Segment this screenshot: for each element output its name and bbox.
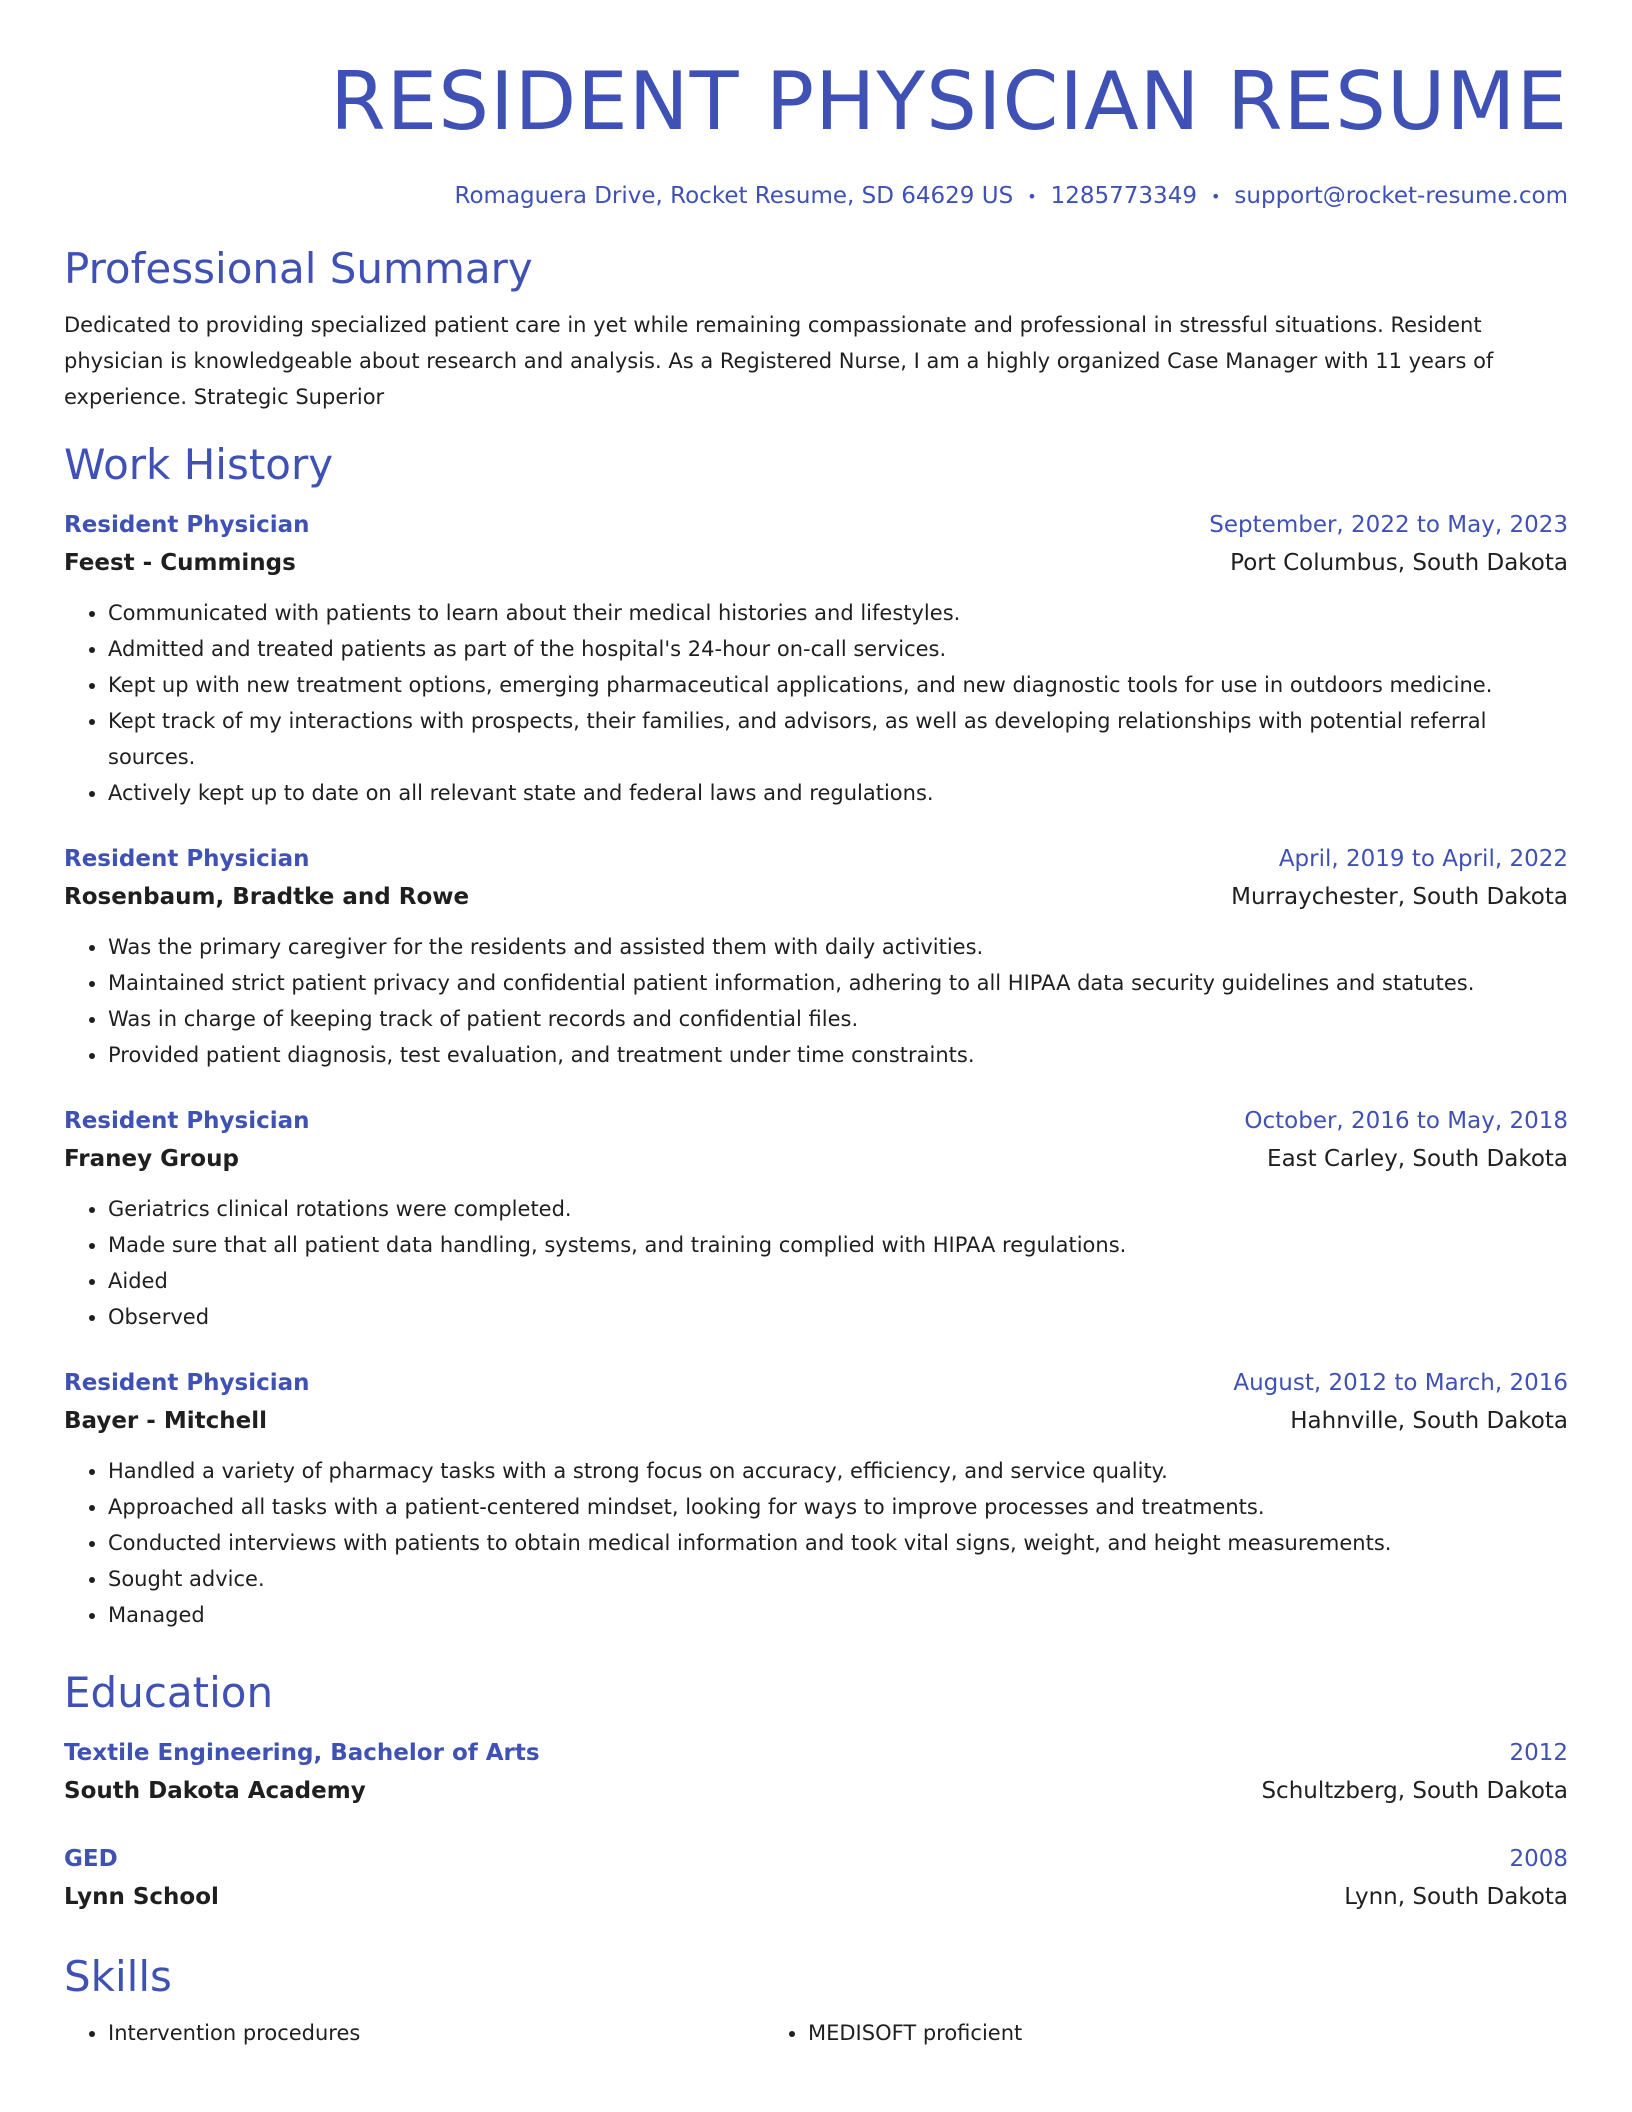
list-item: • Approached all tasks with a patient-centered mindset, looking for ways to improve processes and treatments. bbox=[108, 1489, 1568, 1525]
job-location: Port Columbus, South Dakota bbox=[1230, 549, 1568, 576]
skills-list-left bbox=[64, 2015, 764, 2051]
contact-separator: • bbox=[1027, 186, 1037, 206]
job-bullets bbox=[64, 1191, 1568, 1335]
list-item: • Provided patient diagnosis, test evaluation, and treatment under time constraints. bbox=[108, 1037, 1568, 1073]
skill-item: • MEDISOFT proficient bbox=[808, 2015, 1464, 2051]
job-entry bbox=[64, 841, 1568, 1073]
job-bullets bbox=[64, 929, 1568, 1073]
list-item: • Kept up with new treatment options, emerging pharmaceutical applications, and new diagnostic tools for use in outdoors medicine. bbox=[108, 667, 1568, 703]
job-role: Resident Physician bbox=[64, 1107, 310, 1134]
job-entry bbox=[64, 1103, 1568, 1335]
list-item: • Made sure that all patient data handling, systems, and training complied with HIPAA regulations. bbox=[108, 1227, 1568, 1263]
resume-header bbox=[64, 0, 1568, 213]
job-dates: September, 2022 to May, 2023 bbox=[1209, 511, 1568, 538]
list-item: • Admitted and treated patients as part of the hospital's 24-hour on-call services. bbox=[108, 631, 1568, 667]
summary-heading: Professional Summary bbox=[64, 243, 533, 293]
list-item: • Kept track of my interactions with prospects, their families, and advisors, as well as developing relationships with potential referral sources. bbox=[108, 703, 1568, 775]
contact-address: Romaguera Drive, Rocket Resume, SD 64629 US bbox=[454, 183, 1014, 209]
job-location: East Carley, South Dakota bbox=[1267, 1145, 1568, 1172]
job-dates: August, 2012 to March, 2016 bbox=[1233, 1369, 1568, 1396]
education-school: South Dakota Academy bbox=[64, 1777, 366, 1804]
education-entry bbox=[64, 1735, 1568, 1811]
summary-text: Dedicated to providing specialized patient care in yet while remaining compassionate and professional in stressful situations. Resident physician is knowledgeable about research and analysis. As a Registered Nurse, I am a highly organized Case Manager with 11 years of experience. Strategic Superior bbox=[64, 312, 1494, 409]
job-entry bbox=[64, 507, 1568, 811]
page-title: RESIDENT PHYSICIAN RESUME bbox=[330, 55, 1568, 148]
list-item: • Maintained strict patient privacy and confidential patient information, adhering to all HIPAA data security guidelines and statutes. bbox=[108, 965, 1568, 1001]
education-location: Schultzberg, South Dakota bbox=[1261, 1777, 1568, 1804]
contact-separator: • bbox=[1210, 186, 1221, 206]
education-year: 2008 bbox=[1509, 1845, 1568, 1872]
list-item: • Geriatrics clinical rotations were completed. bbox=[108, 1191, 1568, 1227]
job-dates: April, 2019 to April, 2022 bbox=[1278, 845, 1568, 872]
contact-line bbox=[64, 180, 1568, 213]
education-year: 2012 bbox=[1509, 1739, 1568, 1766]
education-entry bbox=[64, 1841, 1568, 1917]
list-item: • Sought advice. bbox=[108, 1561, 1568, 1597]
job-bullets bbox=[64, 595, 1568, 811]
education-degree: GED bbox=[64, 1845, 118, 1872]
education-location: Lynn, South Dakota bbox=[1344, 1883, 1568, 1910]
skills-list-right bbox=[764, 2015, 1464, 2051]
contact-phone: 1285773349 bbox=[1050, 183, 1197, 209]
job-role: Resident Physician bbox=[64, 845, 310, 872]
skills-columns bbox=[64, 2015, 1568, 2051]
job-role: Resident Physician bbox=[64, 511, 310, 538]
list-item: • Was in charge of keeping track of patient records and confidential files. bbox=[108, 1001, 1568, 1037]
job-role: Resident Physician bbox=[64, 1369, 310, 1396]
list-item: • Handled a variety of pharmacy tasks with a strong focus on accuracy, efficiency, and service quality. bbox=[108, 1453, 1568, 1489]
contact-email[interactable]: support@rocket-resume.com bbox=[1234, 183, 1568, 209]
list-item: • Aided bbox=[108, 1263, 1568, 1299]
skills-heading: Skills bbox=[64, 1951, 172, 2001]
skill-item: • Intervention procedures bbox=[108, 2015, 764, 2051]
job-dates: October, 2016 to May, 2018 bbox=[1244, 1107, 1568, 1134]
education-heading: Education bbox=[64, 1667, 274, 1717]
work-history-heading: Work History bbox=[64, 439, 334, 489]
list-item: • Observed bbox=[108, 1299, 1568, 1335]
list-item: • Actively kept up to date on all relevant state and federal laws and regulations. bbox=[108, 775, 1568, 811]
education-degree: Textile Engineering, Bachelor of Arts bbox=[64, 1739, 540, 1766]
list-item: • Communicated with patients to learn about their medical histories and lifestyles. bbox=[108, 595, 1568, 631]
list-item: • Conducted interviews with patients to obtain medical information and took vital signs, weight, and height measurements. bbox=[108, 1525, 1568, 1561]
job-location: Murraychester, South Dakota bbox=[1231, 883, 1568, 910]
list-item: • Managed bbox=[108, 1597, 1568, 1633]
job-company: Rosenbaum, Bradtke and Rowe bbox=[64, 883, 470, 910]
job-bullets bbox=[64, 1453, 1568, 1633]
list-item: • Was the primary caregiver for the residents and assisted them with daily activities. bbox=[108, 929, 1568, 965]
education-school: Lynn School bbox=[64, 1883, 219, 1910]
job-company: Feest - Cummings bbox=[64, 549, 296, 576]
job-location: Hahnville, South Dakota bbox=[1290, 1407, 1568, 1434]
job-company: Bayer - Mitchell bbox=[64, 1407, 267, 1434]
job-company: Franey Group bbox=[64, 1145, 239, 1172]
job-entry bbox=[64, 1365, 1568, 1633]
